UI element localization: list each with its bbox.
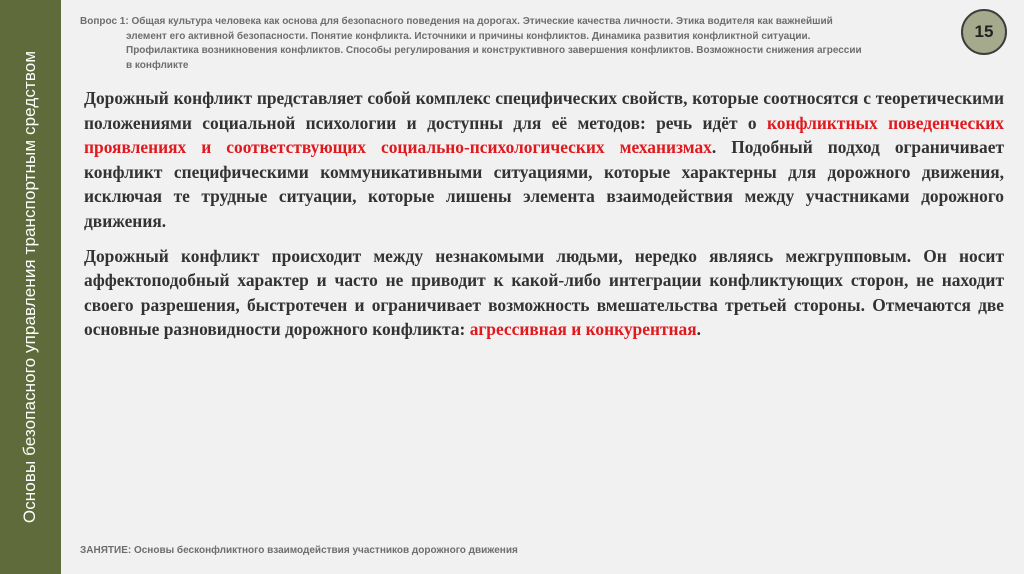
paragraph-1-text-a: Дорожный конфликт представляет собой комплекс специфических свойств, которые соотносятся с теоретическими положениями социальной психологии и доступны для её методов: речь идёт о	[84, 88, 1004, 133]
header-line-2: элемент его активной безопасности. Понятие конфликта. Источники и причины конфликтов. Динамика развития конфликтной ситуации.	[126, 30, 811, 42]
header-line-1: Вопрос 1: Общая культура человека как основа для безопасного поведения на дорогах. Этические качества личности. Этика водителя как важнейший	[80, 16, 833, 27]
paragraph-1	[84, 86, 1004, 234]
header-line-3: Профилактика возникновения конфликтов. Способы регулирования и конструктивного завершения конфликтов. Возможности снижения агрессии	[126, 45, 862, 57]
sidebar-title: Основы безопасного управления транспортным средством	[20, 50, 39, 524]
page-number-badge: 15	[961, 9, 1007, 55]
paragraph-2-text-a: Дорожный конфликт происходит между незнакомыми людьми, нередко являясь межгрупповым. Он носит аффектоподобный характер и часто не приводит к какой-либо интеграции конфликтующих сторон, не находит своего разрешения, быстротечен и ограничивает возможность вмешательства третьей стороны. Отмечаются две основные разновидности дорожного конфликта:	[84, 245, 1004, 340]
paragraph-2-text-b: .	[696, 319, 701, 340]
question-header	[80, 15, 960, 73]
sidebar	[0, 0, 61, 574]
header-line-4: в конфликте	[126, 59, 189, 71]
paragraph-2	[84, 244, 1004, 342]
main-content	[84, 86, 1004, 352]
paragraph-1-highlight: конфликтных поведенческих проявлениях и соответствующих социально-психологических механизмах	[84, 112, 1005, 158]
lesson-footer: ЗАНЯТИЕ: Основы бесконфликтного взаимодействия участников дорожного движения	[80, 545, 518, 556]
paragraph-2-highlight: агрессивная и конкурентная	[469, 319, 697, 340]
paragraph-1-text-b: . Подобный подход ограничивает конфликт специфическими коммуникативными ситуациями, которые характерны для дорожного движения, исключая те трудные ситуации, которые лишены элемента взаимодействия между участниками дорожного движения.	[84, 137, 1004, 231]
